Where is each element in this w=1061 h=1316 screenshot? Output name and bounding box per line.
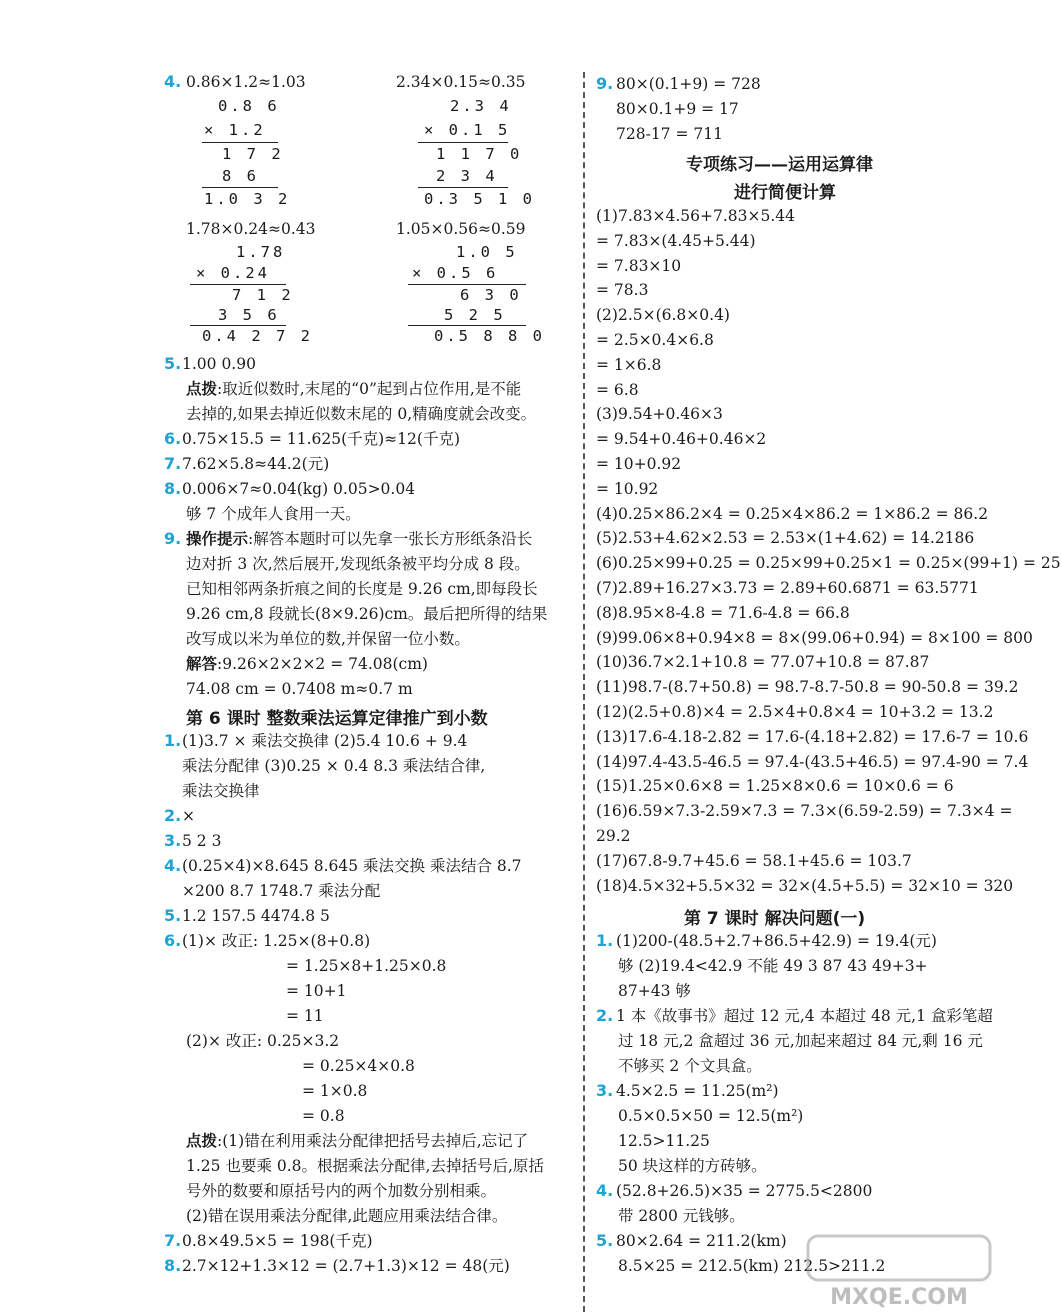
correction-line: = 0.25×4×0.8: [302, 1057, 415, 1075]
answer-text: 1.2 157.5 4474.8 5: [182, 907, 330, 925]
answer-text: 不够买 2 个文具盒。: [618, 1057, 762, 1075]
answer-text: 1.00 0.90: [182, 355, 256, 373]
practice-line: (6)0.25×99+0.25 = 0.25×99+0.25×1 = 0.25×(99+1) = 25: [596, 554, 1061, 573]
answer-text: 7.62×5.8≈44.2(元): [182, 455, 330, 473]
answer-text: 0.5×0.5×50 = 12.5(m²): [618, 1107, 804, 1125]
hint-line: [186, 1131, 528, 1151]
solution-label: 解答: [186, 654, 218, 673]
practice-line: = 9.54+0.46+0.46×2: [596, 430, 767, 449]
correction-line: = 11: [286, 1007, 324, 1025]
vm-row: 2.3 4: [450, 97, 512, 115]
practice-line: = 7.83×(4.45+5.44): [596, 231, 756, 250]
solution-line: [186, 654, 428, 674]
hint-label: 点拨: [186, 1131, 218, 1150]
solution-text: :9.26×2×2×2 = 74.08(cm): [217, 655, 428, 673]
question-number: 9.: [164, 529, 182, 548]
answer-text: 0.8×49.5×5 = 198(千克): [182, 1232, 373, 1250]
answer-text: 80×0.1+9 = 17: [616, 100, 739, 118]
practice-line: (7)2.89+16.27×3.73 = 2.89+60.6871 = 63.5771: [596, 579, 979, 597]
vm-row: 0.3 5 1 0: [424, 190, 535, 208]
vm-row: 8 6: [222, 167, 259, 185]
vertical-mult-title-4: 1.05×0.56≈0.59: [396, 220, 526, 238]
question-number: 5.: [596, 1231, 614, 1250]
answer-text: 80×(0.1+9) = 728: [616, 75, 761, 93]
special-practice-subtitle: 进行简便计算: [734, 183, 836, 203]
correction-line: (1)× 改正: 1.25×(8+0.8): [182, 932, 371, 950]
answer-text: 0.75×15.5 = 11.625(千克)≈12(千克): [182, 430, 460, 448]
practice-line: = 10+0.92: [596, 455, 682, 473]
vm-row: 1.0 5: [456, 243, 518, 261]
question-number: 8.: [164, 1256, 182, 1275]
hint-label: 点拨: [186, 379, 218, 398]
question-number: 7.: [164, 454, 182, 473]
vm-row: 0.8 6: [218, 97, 280, 115]
answer-text: 80×2.64 = 211.2(km): [616, 1232, 787, 1250]
answer-text: 2.7×12+1.3×12 = (2.7+1.3)×12 = 48(元): [182, 1257, 510, 1275]
correction-line: = 1.25×8+1.25×0.8: [286, 957, 447, 975]
question-number: 6.: [164, 429, 182, 448]
vm-row: × 1.2: [204, 121, 266, 139]
answer-text: (1)200-(48.5+2.7+86.5+42.9) = 19.4(元): [616, 932, 937, 950]
answer-text: 乘法分配律 (3)0.25 × 0.4 8.3 乘法结合律,: [182, 757, 486, 775]
hint-line: 号外的数要和原括号内的两个加数分别相乘。: [186, 1182, 497, 1200]
answer-text: ×: [182, 807, 195, 825]
practice-line: (1)7.83×4.56+7.83×5.44: [596, 207, 795, 225]
hint-text: :取近似数时,末尾的“0”起到占位作用,是不能: [217, 380, 522, 398]
vm-row: 0.5 8 8 0: [434, 327, 545, 345]
correction-line: = 10+1: [286, 982, 347, 1000]
watermark-text: MXQE.COM: [830, 1285, 968, 1310]
question-number: 6.: [164, 931, 182, 950]
answer-text: 够 (2)19.4<42.9 不能 49 3 87 43 49+3+: [618, 957, 928, 975]
vm-row: 1.78: [236, 243, 286, 261]
answer-text: 4.5×2.5 = 11.25(m²): [616, 1082, 779, 1100]
vm-row: × 0.24: [196, 264, 270, 282]
question-number: 4.: [596, 1181, 614, 1200]
answer-text: 0.006×7≈0.04(kg) 0.05>0.04: [182, 480, 416, 498]
practice-line: = 78.3: [596, 281, 649, 300]
question-number: 2.: [164, 806, 182, 825]
answer-text: 带 2800 元钱够。: [618, 1207, 745, 1225]
answer-text: 87+43 够: [618, 982, 691, 1000]
vm-row: 1.0 3 2: [204, 190, 291, 208]
watermark-logo: [804, 1230, 994, 1310]
question-number: 7.: [164, 1231, 182, 1250]
tip-label: 操作提示: [186, 529, 249, 548]
answer-text: 过 18 元,2 盒超过 36 元,加起来超过 84 元,剩 16 元: [618, 1032, 983, 1050]
answer-text: ×200 8.7 1748.7 乘法分配: [182, 882, 381, 900]
answer-text: 12.5>11.25: [618, 1132, 710, 1150]
vm-row: 7 1 2: [232, 286, 294, 304]
practice-line: (17)67.8-9.7+45.6 = 58.1+45.6 = 103.7: [596, 851, 912, 870]
question-number: 8.: [164, 479, 182, 498]
tip-line: 已知相邻两条折痕之间的长度是 9.26 cm,即每段长: [186, 580, 538, 598]
vm-row: 6 3 0: [460, 286, 522, 304]
vm-row: 1 1 7 0: [436, 145, 523, 163]
vm-row: 2 3 4: [436, 167, 498, 185]
vm-rule: [202, 142, 278, 143]
practice-line: (9)99.06×8+0.94×8 = 8×(99.06+0.94) = 8×100 = 800: [596, 628, 1033, 647]
vertical-mult-title-1: 0.86×1.2≈1.03: [186, 73, 306, 91]
question-number: 5.: [164, 354, 182, 373]
correction-line: (2)× 改正: 0.25×3.2: [186, 1032, 340, 1050]
tip-line: 9.26 cm,8 段就长(8×9.26)cm。最后把所得的结果: [186, 605, 548, 623]
hint-line: 1.25 也要乘 0.8。根据乘法分配律,去掉括号后,原括: [186, 1157, 544, 1175]
vm-row: 1 7 2: [222, 145, 284, 163]
correction-line: = 0.8: [302, 1107, 345, 1125]
vm-row: 5 2 5: [444, 306, 506, 324]
answer-text: (1)3.7 × 乘法交换律 (2)5.4 10.6 + 9.4: [182, 732, 468, 750]
answer-text: 1 本《故事书》超过 12 元,4 本超过 48 元,1 盒彩笔超: [616, 1007, 993, 1025]
tip-line: 改写成以米为单位的数,并保留一位小数。: [186, 630, 470, 648]
section-heading: 第 7 课时 解决问题(一): [684, 909, 866, 929]
vm-row: × 0.5 6: [412, 264, 499, 282]
practice-line: (11)98.7-(8.7+50.8) = 98.7-8.7-50.8 = 90-50.8 = 39.2: [596, 678, 1019, 697]
question-number: 9.: [596, 74, 614, 93]
tip-line: 边对折 3 次,然后展开,发现纸条被平均分成 8 段。: [186, 555, 530, 573]
practice-line: (15)1.25×0.6×8 = 1.25×8×0.6 = 10×0.6 = 6: [596, 777, 954, 796]
question-number: 1.: [596, 931, 614, 950]
practice-line: 29.2: [596, 827, 631, 845]
tip-line: [186, 529, 532, 549]
practice-line: (16)6.59×7.3-2.59×7.3 = 7.3×(6.59-2.59) = 7.3×4 =: [596, 802, 1013, 821]
answer-text: 乘法交换律: [182, 782, 260, 800]
practice-line: (8)8.95×8-4.8 = 71.6-4.8 = 66.8: [596, 603, 850, 622]
practice-line: = 6.8: [596, 380, 639, 399]
practice-line: = 7.83×10: [596, 256, 682, 275]
vm-rule: [202, 187, 278, 188]
vm-row: 3 5 6: [218, 306, 280, 324]
answer-text: (0.25×4)×8.645 8.645 乘法交换 乘法结合 8.7: [182, 857, 522, 875]
practice-line: (4)0.25×86.2×4 = 0.25×4×86.2 = 1×86.2 = 86.2: [596, 504, 989, 523]
vm-row: 0.4 2 7 2: [202, 327, 313, 345]
vm-row: × 0.1 5: [424, 121, 511, 139]
practice-line: (3)9.54+0.46×3: [596, 405, 723, 424]
answer-text: 够 7 个成年人食用一天。: [186, 505, 361, 523]
column-divider: [583, 72, 585, 1312]
answer-text: (52.8+26.5)×35 = 2775.5<2800: [616, 1182, 873, 1200]
answer-text: 5 2 3: [182, 832, 222, 850]
solution-line: 74.08 cm = 0.7408 m≈0.7 m: [186, 680, 413, 698]
question-number: 2.: [596, 1006, 614, 1025]
practice-line: (18)4.5×32+5.5×32 = 32×(4.5+5.5) = 32×10 = 320: [596, 876, 1014, 895]
question-number: 4.: [164, 72, 182, 91]
answer-text: 50 块这样的方砖够。: [618, 1157, 767, 1175]
vm-rule: [190, 284, 286, 285]
answer-text: 8.5×25 = 212.5(km) 212.5>211.2: [618, 1257, 886, 1275]
vm-rule: [408, 325, 526, 326]
section-heading: 第 6 课时 整数乘法运算定律推广到小数: [186, 709, 488, 729]
question-number: 1.: [164, 731, 182, 750]
hint-text: :(1)错在利用乘法分配律把括号去掉后,忘记了: [217, 1132, 529, 1150]
question-number: 3.: [596, 1081, 614, 1100]
vertical-mult-title-3: 1.78×0.24≈0.43: [186, 220, 316, 238]
tip-text: :解答本题时可以先拿一张长方形纸条沿长: [248, 530, 533, 548]
hint-line: 去掉的,如果去掉近似数末尾的 0,精确度就会改变。: [186, 405, 537, 423]
practice-line: (12)(2.5+0.8)×4 = 2.5×4+0.8×4 = 10+3.2 = 13.2: [596, 703, 994, 721]
practice-line: (2)2.5×(6.8×0.4): [596, 306, 730, 325]
vm-rule: [418, 142, 508, 143]
vm-rule: [408, 284, 526, 285]
practice-line: (10)36.7×2.1+10.8 = 77.07+10.8 = 87.87: [596, 653, 930, 672]
special-practice-title: 专项练习——运用运算律: [686, 155, 873, 175]
vm-rule: [190, 325, 286, 326]
practice-line: (5)2.53+4.62×2.53 = 2.53×(1+4.62) = 14.2186: [596, 529, 975, 548]
practice-line: (13)17.6-4.18-2.82 = 17.6-(4.18+2.82) = 17.6-7 = 10.6: [596, 727, 1029, 746]
vm-rule: [418, 187, 508, 188]
practice-line: = 10.92: [596, 479, 659, 498]
question-number: 5.: [164, 906, 182, 925]
practice-line: = 2.5×0.4×6.8: [596, 331, 714, 349]
question-number: 3.: [164, 831, 182, 850]
practice-line: = 1×6.8: [596, 355, 662, 374]
vertical-mult-title-2: 2.34×0.15≈0.35: [396, 73, 526, 91]
question-number: 4.: [164, 856, 182, 875]
hint-line: [186, 379, 521, 399]
hint-line: (2)错在误用乘法分配律,此题应用乘法结合律。: [186, 1207, 508, 1225]
answer-text: 728-17 = 711: [616, 125, 723, 143]
practice-line: (14)97.4-43.5-46.5 = 97.4-(43.5+46.5) = 97.4-90 = 7.4: [596, 752, 1029, 771]
correction-line: = 1×0.8: [302, 1082, 368, 1100]
